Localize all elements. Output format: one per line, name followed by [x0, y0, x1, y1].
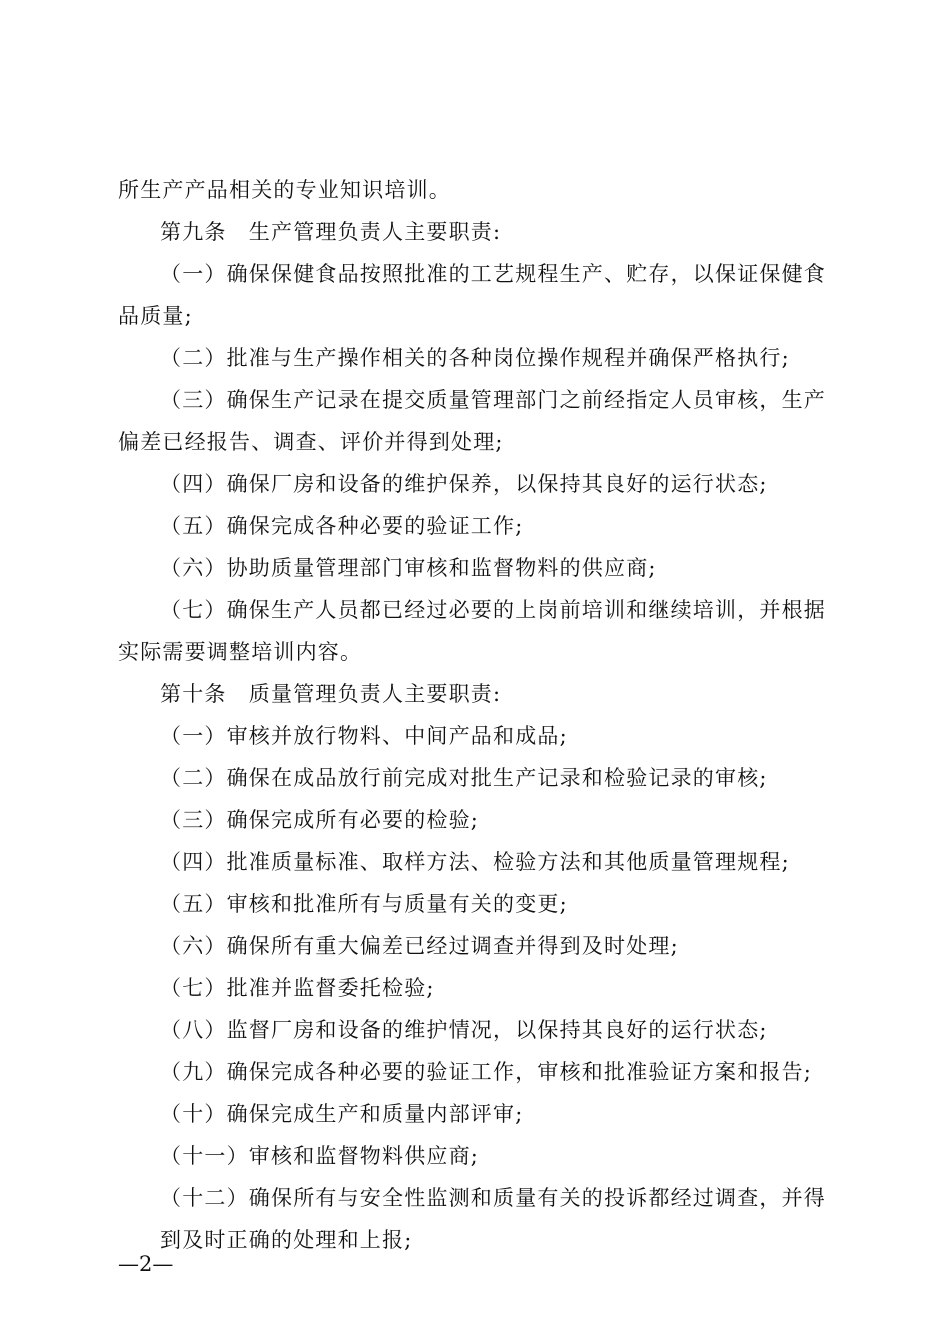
text-line: （二）批准与生产操作相关的各种岗位操作规程并确保严格执行;	[160, 346, 790, 370]
article-heading: 第九条 生产管理负责人主要职责:	[160, 220, 502, 244]
text-line: 偏差已经报告、调查、评价并得到处理;	[118, 430, 504, 454]
article-heading: 第十条 质量管理负责人主要职责:	[160, 682, 502, 706]
text-line: （一）确保保健食品按照批准的工艺规程生产、贮存，以保证保健食	[160, 262, 826, 286]
text-line: 实际需要调整培训内容。	[118, 640, 363, 664]
text-line: （二）确保在成品放行前完成对批生产记录和检验记录的审核;	[160, 766, 768, 790]
text-line: （六）协助质量管理部门审核和监督物料的供应商;	[160, 556, 657, 580]
text-line: （七）确保生产人员都已经过必要的上岗前培训和继续培训，并根据	[160, 598, 826, 622]
text-line: （十）确保完成生产和质量内部评审;	[160, 1102, 524, 1126]
text-line: 品质量;	[118, 304, 193, 328]
text-line: （十二）确保所有与安全性监测和质量有关的投诉都经过调查，并得	[160, 1186, 826, 1210]
text-line: 到及时正确的处理和上报;	[160, 1228, 413, 1252]
text-line: （三）确保生产记录在提交质量管理部门之前经指定人员审核，生产	[160, 388, 826, 412]
text-line: （五）审核和批准所有与质量有关的变更;	[160, 892, 568, 916]
text-line: （四）确保厂房和设备的维护保养，以保持其良好的运行状态;	[160, 472, 768, 496]
text-line: （七）批准并监督委托检验;	[160, 976, 435, 1000]
text-line: （四）批准质量标准、取样方法、检验方法和其他质量管理规程;	[160, 850, 790, 874]
text-line: （八）监督厂房和设备的维护情况，以保持其良好的运行状态;	[160, 1018, 768, 1042]
text-line: （九）确保完成各种必要的验证工作，审核和批准验证方案和报告;	[160, 1060, 813, 1084]
text-line: （十一）审核和监督物料供应商;	[160, 1144, 480, 1168]
text-line: 所生产产品相关的专业知识培训。	[118, 178, 451, 202]
text-line: （五）确保完成各种必要的验证工作;	[160, 514, 524, 538]
text-line: （一）审核并放行物料、中间产品和成品;	[160, 724, 568, 748]
page-number: —2—	[118, 1252, 174, 1276]
text-line: （三）确保完成所有必要的检验;	[160, 808, 480, 832]
text-line: （六）确保所有重大偏差已经过调查并得到及时处理;	[160, 934, 679, 958]
